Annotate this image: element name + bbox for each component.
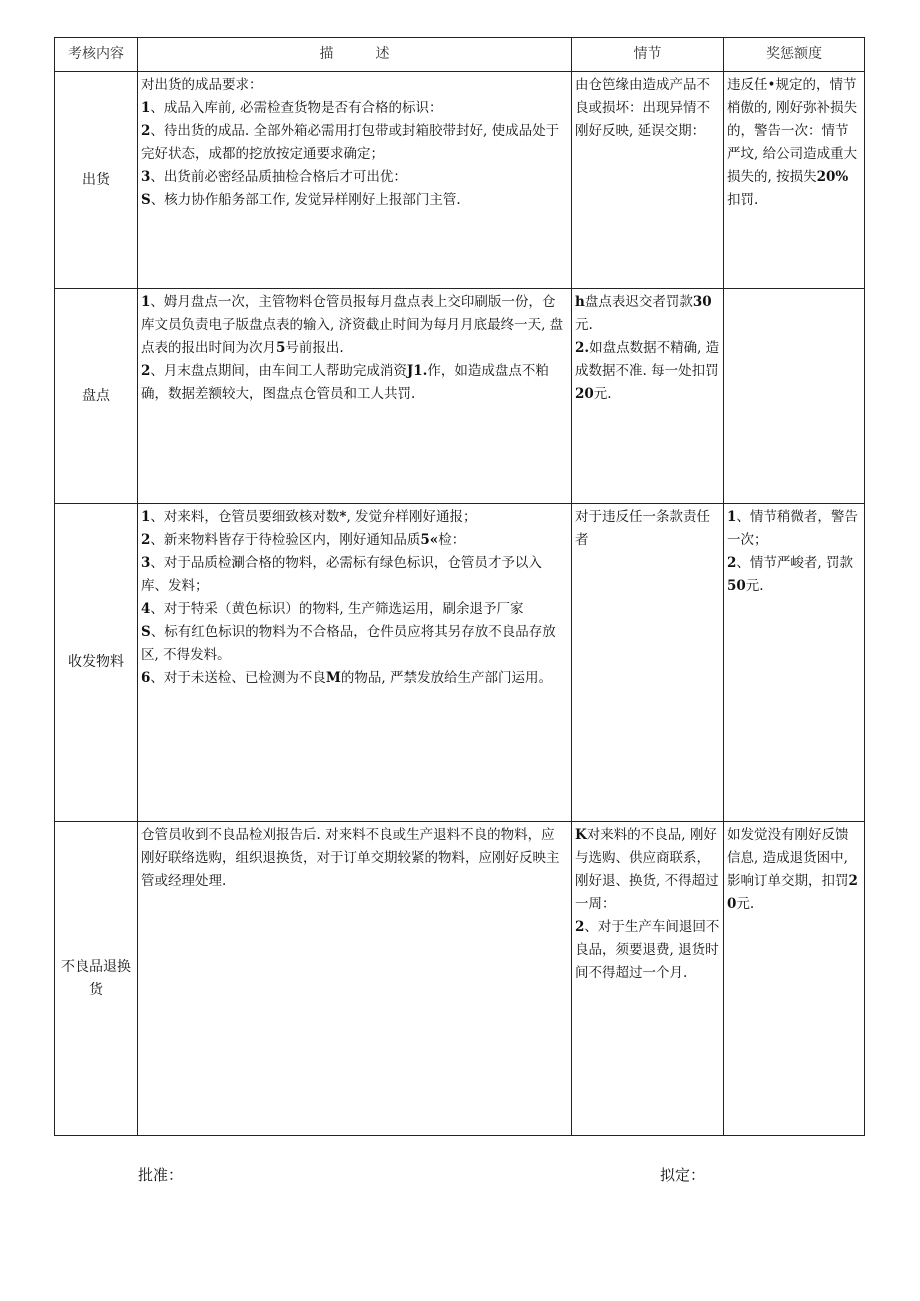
cell-line: 由仓笆缘由造成产品不良或损坏：出现异情不刚好反映, 延误交期： bbox=[575, 77, 710, 139]
cell-line: 2、对于生产车间退回不良品，须要退费, 退货时间不得超过一个月. bbox=[575, 919, 720, 981]
cell-line: 1、对来料，仓管员要细致核对数*, 发觉弁样刚好通报； bbox=[141, 509, 477, 525]
header-item: 考核内容 bbox=[55, 38, 138, 72]
row-penalty bbox=[724, 72, 865, 289]
cell-line: S、核力协作船务部工作, 发觉异样刚好上报部门主管. bbox=[141, 192, 461, 208]
draft-label: 拟定： bbox=[660, 1166, 706, 1184]
cell-line: 违反任•规定的，情节梢傲的, 刚好弥补损失的，警告一次：情节严坟, 给公司造成重大损失的, 按损失20%扣罚. bbox=[727, 77, 858, 208]
cell-line: 2、情节严峻者, 罚款50元. bbox=[727, 555, 853, 594]
cell-line: 对出货的成品要求： bbox=[141, 77, 263, 93]
header-row bbox=[55, 38, 865, 72]
row-penalty bbox=[724, 822, 865, 1136]
row-item: 收发物料 bbox=[55, 504, 138, 822]
cell-line: 2.如盘点数据不精确, 造成数据不准. 每一处扣罚20元. bbox=[575, 340, 720, 402]
row-case bbox=[572, 822, 724, 1136]
cell-line: 4、对于特采（黄色标识）的物料, 生产筛选运用，刷余退予厂家 bbox=[141, 601, 524, 617]
cell-line: 1、姆月盘点一次，主管物料仓管员报每月盘点表上交印刷版一份，仓库文员负责电子版盘点表的输入, 济资截止时间为每月月底最终一天, 盘点表的报出时间为次月5号前报出. bbox=[141, 294, 564, 356]
approve-label: 批准： bbox=[138, 1166, 184, 1184]
row-case bbox=[572, 504, 724, 822]
cell-line: 2、月末盘点期间，由车间工人帮助完成消资J1.作，如造成盘点不粕确，数据差额较大，图盘点仓管员和工人共罚. bbox=[141, 363, 549, 402]
row-item: 不良品退换货 bbox=[55, 822, 138, 1136]
cell-line: 2、待出货的成品. 全部外箱必需用打包带或封箱胶带封好, 使成品处于完好状态，成都的挖放按定通要求确定； bbox=[141, 123, 560, 162]
table-row bbox=[55, 72, 865, 289]
cell-line: 6、对于未送检、已检测为不良M的物品, 严禁发放给生产部门运用。 bbox=[141, 670, 552, 686]
row-case bbox=[572, 72, 724, 289]
row-penalty bbox=[724, 289, 865, 504]
table-row bbox=[55, 504, 865, 822]
cell-line: 2、新来物料皆存于待检验区内，刚好通知品质5«检： bbox=[141, 532, 466, 548]
row-item: 出货 bbox=[55, 72, 138, 289]
row-description bbox=[138, 72, 572, 289]
header-description: 描 述 bbox=[138, 38, 572, 72]
row-description bbox=[138, 504, 572, 822]
header-penalty: 奖惩额度 bbox=[724, 38, 865, 72]
cell-line: 3、出货前必密经品质抽检合格后才可出优： bbox=[141, 169, 407, 185]
table-row bbox=[55, 289, 865, 504]
row-case bbox=[572, 289, 724, 504]
cell-line: K对来料的不良品, 刚好与选购、供应商联系， bbox=[575, 827, 717, 866]
cell-line: 对于违反任一条款责任者 bbox=[575, 509, 710, 548]
cell-line: S、标有红色标识的物料为不合格品，仓件员应将其另存放不良品存放区, 不得发料。 bbox=[141, 624, 556, 663]
row-description bbox=[138, 822, 572, 1136]
cell-line: 3、对于品质检涮合格的物料，必需标有绿色标识，仓管员才予以入库、发料； bbox=[141, 555, 542, 594]
cell-line: 1、情节稍微者，警告一次； bbox=[727, 509, 858, 548]
cell-line: 1、成品入库前, 必需检查货物是否有合格的标识： bbox=[141, 100, 443, 116]
header-case: 情节 bbox=[572, 38, 724, 72]
table-row bbox=[55, 822, 865, 1136]
cell-line: 仓管员收到不良品检刈报告后. 对来料不良或生产退料不良的物料，应刚好联络选购，组织退换货，对于订单交期较紧的物料，应刚好反映主管或经理处理. bbox=[141, 827, 560, 889]
row-item: 盘点 bbox=[55, 289, 138, 504]
row-description bbox=[138, 289, 572, 504]
cell-line: h盘点表迟交者罚款30元. bbox=[575, 294, 712, 333]
row-penalty bbox=[724, 504, 865, 822]
cell-line: 如发觉没有刚好反馈信息, 造成退货困中, 影响订单交期，扣罚20元. bbox=[727, 827, 858, 912]
cell-line: 刚好退、换货, 不得超过一周： bbox=[575, 873, 719, 912]
assessment-table bbox=[54, 37, 865, 1136]
